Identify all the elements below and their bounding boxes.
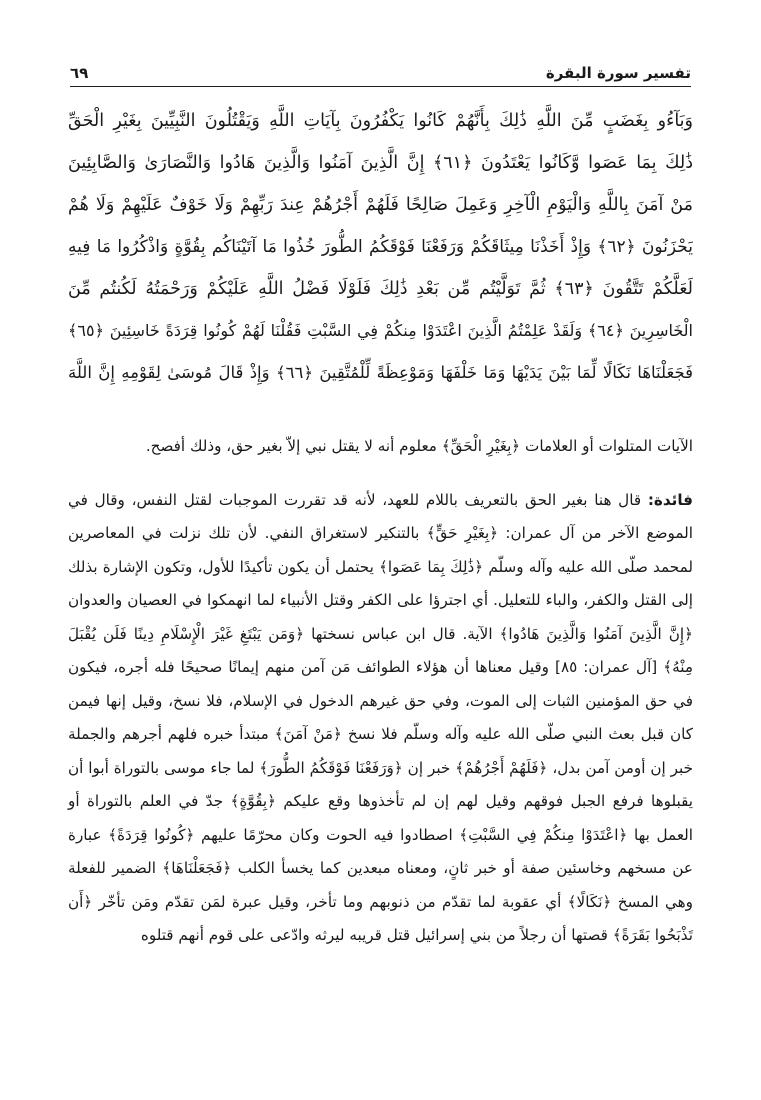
note-text: قال هنا بغير الحق بالتعريف باللام للعهد، لأنه قد تقررت الموجبات لقتل النفس، وقال في الموضع الآخر من آل عمران: ﴿بِغَيْرِ حَقٍّ﴾ بالتنكير لاستغراق النفي. لأن تلك نزلت في المعاصرين لمحمد صلّى الله عليه وآله وسلّم ﴿ذَٰلِكَ بِمَا عَصَوا﴾ يحتمل أن يكون تأكيدًا للأول، وتكون الإشارة بذلك إلى القتل والكفر، والباء للتعليل. أي اجترؤا على الكفر وقتل الأنبياء لما انهمكوا في العصيان والعدوان ﴿إِنَّ الَّذِينَ آمَنُوا وَالَّذِينَ هَادُوا﴾ الآية. قال ابن عباس نسختها ﴿وَمَن يَبْتَغِ غَيْرَ الْإِسْلَامِ دِينًا فَلَن يُقْبَلَ مِنْهُ﴾ [آل عمران: ٨٥] وقيل معناها أن هؤلاء الطوائف مَن آمن منهم إيمانًا صحيحًا فله أجره، فيكون في حق المؤمنين الثبات إلى الموت، وفي حق غيرهم الدخول في الإسلام، فلا نسخ، وقيل إنها فيمن كان قبل بعث النبي صلّى الله عليه وآله وسلّم فلا نسخ ﴿مَنْ آمَنَ﴾ مبتدأ خبره فلهم أجرهم والجملة خبر إن أومن آمن بدل، ﴿فَلَهُمْ أَجْرُهُمْ﴾ خبر إن ﴿وَرَفَعْنَا فَوْقَكُمُ الطُّورَ﴾ لما جاء موسى بالتوراة أبوا أن يقبلوها فرفع الجبل فوقهم وقيل لهم إن لم تأخذوها وقع عليكم ﴿بِقُوَّةٍ﴾ جدّ في العلم بالتوراة أو العمل بها ﴿اعْتَدَوْا مِنكُمْ فِي السَّبْتِ﴾ اصطادوا فيه الحوت وكان محرّمًا عليهم ﴿كُونُوا قِرَدَةً﴾ عبارة عن مسخهم وخاسئين صفة أو خبر ثانٍ، ومعناه مبعدين كما يخسأ الكلب ﴿فَجَعَلْنَاهَا﴾ الضمير للفعلة وهي المسخ ﴿نَكَالًا﴾ أي عقوبة لما تقدّم من ذنوبهم وما تأخر، وقيل عبرة لمَن تقدّم ومَن تأخّر ﴿أَن تَذْبَحُوا بَقَرَةً﴾ قصتها أن رجلاً من بني إسرائيل قتل قريبه ليرثه وادّعى على قوم أنهم قتلوه (68, 490, 694, 944)
quran-line: ذَٰلِكَ بِمَا عَصَوا وَّكَانُوا يَعْتَدُونَ ﴿٦١﴾ إِنَّ الَّذِينَ آمَنُوا وَالَّذِينَ هَادُوا وَالنَّصَارَىٰ وَالصَّابِئِينَ (68, 153, 693, 173)
commentary-paragraph: الآيات المتلوات أو العلامات ﴿بِغَيْرِ الْحَقِّ﴾ معلوم أنه لا يقتل نبي إلاّ بغير حق، وذلك أفصح. (145, 437, 693, 455)
quran-line: فَجَعَلْنَاهَا نَكَالًا لِّمَا بَيْنَ يَدَيْهَا وَمَا خَلْفَهَا وَمَوْعِظَةً لِّلْمُتَّقِينَ ﴿٦٦﴾ وَإِذْ قَالَ مُوسَىٰ لِقَوْمِهِ إِنَّ اللَّهَ (68, 363, 693, 382)
quran-line: لَعَلَّكُمْ تَتَّقُونَ ﴿٦٣﴾ ثُمَّ تَوَلَّيْتُم مِّن بَعْدِ ذَٰلِكَ فَلَوْلَا فَضْلُ اللَّهِ عَلَيْكُمْ وَرَحْمَتُهُ لَكُنتُم مِّنَ (68, 279, 693, 299)
note-label: فائدة: (647, 490, 694, 509)
commentary-paragraph-note (68, 484, 693, 953)
quran-line: مَنْ آمَنَ بِاللَّهِ وَالْيَوْمِ الْآخِرِ وَعَمِلَ صَالِحًا فَلَهُمْ أَجْرُهُمْ عِندَ رَبِّهِمْ وَلَا خَوْفٌ عَلَيْهِمْ وَلَا هُمْ (68, 195, 693, 215)
quran-line: الْخَاسِرِينَ ﴿٦٤﴾ وَلَقَدْ عَلِمْتُمُ الَّذِينَ اعْتَدَوْا مِنكُمْ فِي السَّبْتِ فَقُلْنَا لَهُمْ كُونُوا قِرَدَةً خَاسِئِينَ ﴿٦٥﴾ (68, 321, 693, 340)
commentary-block (68, 430, 693, 953)
page-header (70, 54, 691, 87)
quran-line: يَحْزَنُونَ ﴿٦٢﴾ وَإِذْ أَخَذْنَا مِيثَاقَكُمْ وَرَفَعْنَا فَوْقَكُمُ الطُّورَ خُذُوا مَا آتَيْنَاكُم بِقُوَّةٍ وَاذْكُرُوا مَا فِيهِ (68, 237, 693, 257)
quran-text-block (68, 100, 693, 394)
quran-line: وَبَآءُو بِغَضَبٍ مِّنَ اللَّهِ ذَٰلِكَ بِأَنَّهُمْ كَانُوا يَكْفُرُونَ بِآيَاتِ اللَّهِ وَيَقْتُلُونَ النَّبِيِّينَ بِغَيْرِ الْحَقِّ (68, 111, 693, 131)
running-title: تفسير سورة البقرة (545, 64, 691, 82)
page-number: ٦٩ (70, 64, 89, 82)
